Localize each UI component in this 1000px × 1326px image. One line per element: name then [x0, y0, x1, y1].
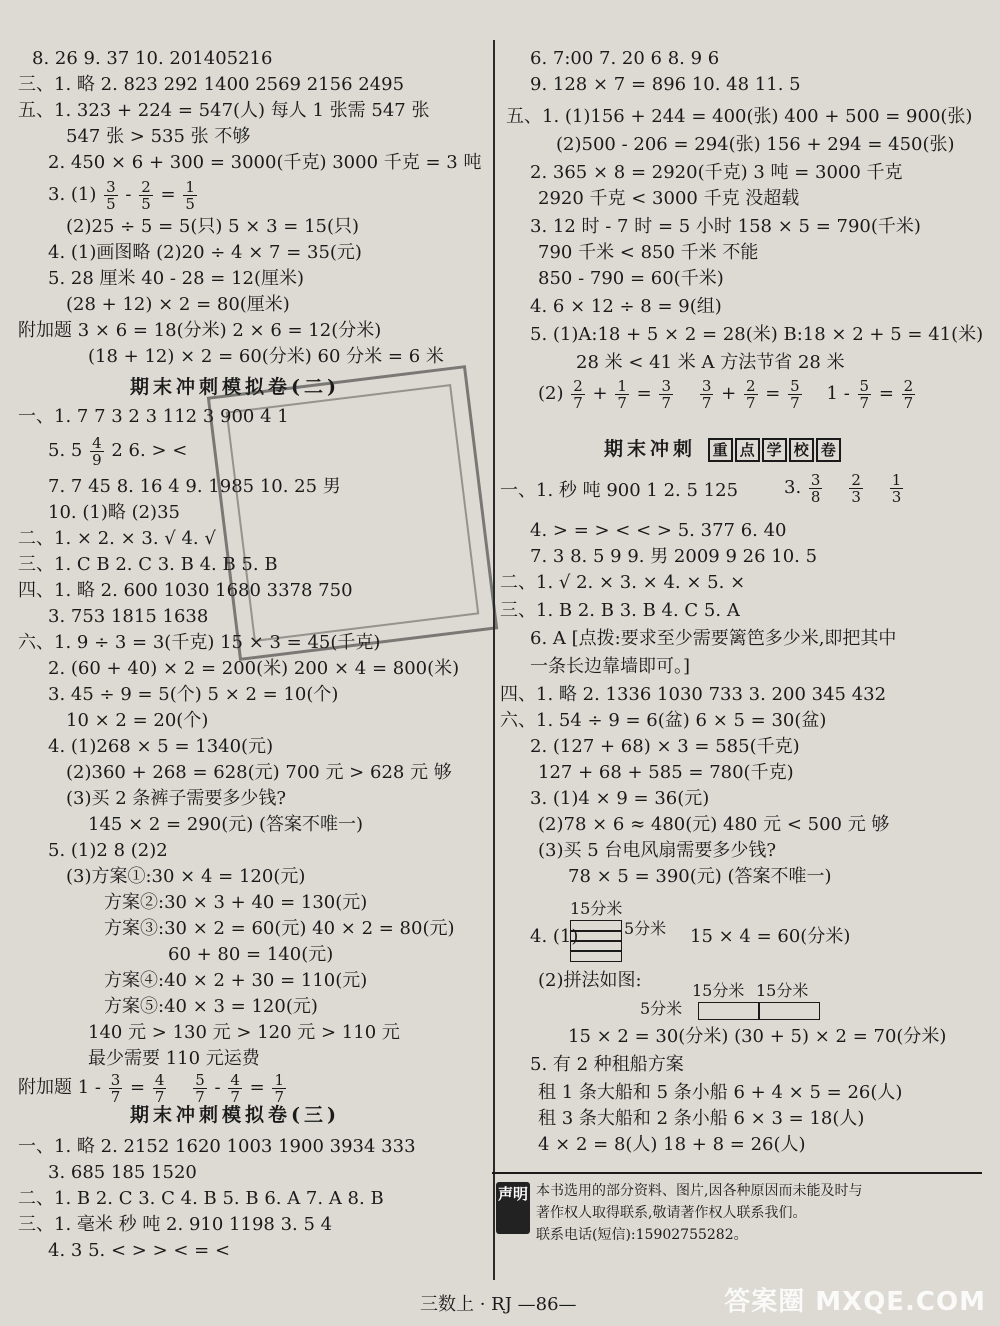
answer-line: 140 元 > 130 元 > 120 元 > 110 元	[88, 1022, 400, 1043]
stamp-overlay	[207, 365, 498, 661]
dim-label-top: 15分米	[756, 981, 809, 1000]
denominator: 7	[154, 1087, 165, 1106]
numerator: 2	[746, 376, 756, 395]
answer-line: 3. 12 时 - 7 时 = 5 小时 158 × 5 = 790(千米)	[530, 216, 921, 237]
declaration-line: 联系电话(短信):15902755282。	[536, 1227, 748, 1243]
answer-line: (2)25 ÷ 5 = 5(只) 5 × 3 = 15(只)	[66, 216, 360, 237]
answer-line: 5. (1)2 8 (2)2	[48, 840, 168, 861]
fraction	[615, 378, 629, 411]
fraction	[183, 179, 197, 212]
answer-line: 3. 685 185 1520	[48, 1162, 197, 1183]
answer-line: 15 × 2 = 30(分米) (30 + 5) × 2 = 70(分米)	[568, 1026, 947, 1047]
fraction	[571, 378, 585, 411]
line-rest: 2 6. > <	[111, 440, 188, 461]
answer-line: 790 千米 < 850 千米 不能	[538, 242, 759, 263]
title-tag: 校	[789, 438, 814, 462]
numerator: 3	[810, 470, 821, 489]
fraction	[700, 378, 714, 411]
answer-line: 2. (127 + 68) × 3 = 585(千克)	[530, 736, 800, 757]
answer-line: (2)拼法如图:	[538, 970, 642, 991]
answer-line: 10. (1)略 (2)35	[48, 502, 180, 523]
answer-line: 租 3 条大船和 2 条小船 6 × 3 = 18(人)	[538, 1108, 865, 1129]
operator: =	[878, 383, 894, 404]
denominator: 7	[661, 393, 671, 412]
answer-line: (2)500 - 206 = 294(张) 156 + 294 = 450(张)	[556, 134, 955, 155]
answer-line: 三、1. 略 2. 823 292 1400 2569 2156 2495	[18, 74, 405, 95]
answer-line: (3)买 2 条裤子需要多少钱?	[66, 788, 287, 809]
answer-line: 5. (1)A:18 + 5 × 2 = 28(米) B:18 × 2 + 5 = 41(米)	[530, 324, 984, 345]
fraction	[659, 378, 673, 411]
numerator: 5	[790, 376, 800, 395]
answer-line: 五、1. (1)156 + 244 = 400(张) 400 + 500 = 900(张)	[506, 106, 973, 127]
answer-line: 4 × 2 = 8(人) 18 + 8 = 26(人)	[538, 1134, 806, 1155]
answer-line: 9. 128 × 7 = 896 10. 48 11. 5	[530, 74, 801, 95]
answer-line: 一、1. 秒 吨 900 1 2. 5 125	[500, 480, 739, 501]
fraction	[788, 378, 802, 411]
declaration-line: 著作权人取得联系,敬请著作权人联系我们。	[536, 1205, 807, 1221]
answer-line: 78 × 5 = 390(元) (答案不唯一)	[568, 866, 832, 887]
declaration-box	[492, 1172, 982, 1244]
section-title-exam2: 期末冲刺模拟卷(二)	[130, 376, 340, 398]
section-title-exam3: 期末冲刺模拟卷(三)	[130, 1104, 340, 1126]
title-prefix: 期末冲刺	[604, 438, 697, 460]
denominator: 5	[141, 194, 151, 213]
answer-line-fraction	[538, 374, 917, 414]
denominator: 7	[573, 393, 583, 412]
answer-line: (3)买 5 台电风扇需要多少钱?	[538, 840, 777, 861]
answer-line: 2. (60 + 40) × 2 = 200(米) 200 × 4 = 800(米)	[48, 658, 460, 679]
denominator: 7	[746, 393, 756, 412]
fraction	[109, 1072, 123, 1105]
answer-line: 2. 365 × 8 = 2920(千克) 3 吨 = 3000 千克	[530, 162, 903, 183]
operator: -	[125, 184, 132, 205]
answer-line: 一条长边靠墙即可。]	[530, 656, 691, 677]
answer-line: 8. 26 9. 37 10. 201405216	[32, 48, 273, 69]
answer-line: 15 × 4 = 60(分米)	[690, 926, 851, 947]
rect-stack-4	[570, 950, 622, 962]
operator: -	[214, 1077, 221, 1098]
dim-label-side: 5分米	[624, 919, 667, 938]
answer-line-fraction	[784, 468, 905, 508]
fraction	[90, 435, 104, 468]
site-watermark: 答案圈 MXQE.COM	[724, 1287, 986, 1317]
denominator: 5	[106, 194, 116, 213]
answer-line: 方案③:30 × 2 = 60(元) 40 × 2 = 80(元)	[104, 918, 455, 939]
title-tag: 学	[762, 438, 787, 462]
rect-side-2	[758, 1002, 820, 1020]
denominator: 3	[851, 487, 861, 506]
numerator: 3	[661, 376, 671, 395]
operator: +	[721, 383, 737, 404]
section-title-key-school	[604, 434, 842, 462]
fraction	[902, 378, 916, 411]
denominator: 7	[230, 1087, 240, 1106]
numerator: 3	[110, 1070, 121, 1089]
numerator: 5	[195, 1070, 205, 1089]
denominator: 3	[891, 487, 902, 506]
numerator: 1	[891, 470, 902, 489]
answer-line: 5. 有 2 种租船方案	[530, 1054, 684, 1075]
numerator: 4	[230, 1070, 240, 1089]
answer-line: (3)方案①:30 × 4 = 120(元)	[66, 866, 306, 887]
numerator: 1	[274, 1070, 285, 1089]
denominator: 7	[110, 1087, 121, 1106]
numerator: 3	[701, 376, 712, 395]
operator: =	[636, 383, 652, 404]
answer-line: 三、1. 毫米 秒 吨 2. 910 1198 3. 5 4	[18, 1214, 333, 1235]
answer-line: 4. > = > < < > 5. 377 6. 40	[530, 520, 787, 541]
line-prefix: (2)	[538, 383, 564, 404]
denominator: 7	[617, 393, 627, 412]
fraction	[809, 472, 823, 505]
answer-line: 850 - 790 = 60(千米)	[538, 268, 724, 289]
denominator: 7	[859, 393, 870, 412]
answer-line: 方案⑤:40 × 3 = 120(元)	[104, 996, 318, 1017]
answer-line: (28 + 12) × 2 = 80(厘米)	[66, 294, 290, 315]
numerator: 3	[106, 177, 116, 196]
line-prefix: 附加题 1 -	[18, 1077, 101, 1098]
answer-line: 2. 450 × 6 + 300 = 3000(千克) 3000 千克 = 3 吨	[48, 152, 482, 173]
answer-line: 三、1. B 2. B 3. B 4. C 5. A	[500, 600, 740, 621]
answer-line: 租 1 条大船和 5 条小船 6 + 4 × 5 = 26(人)	[538, 1082, 903, 1103]
answer-line-fraction	[48, 432, 187, 470]
denominator: 7	[903, 393, 914, 412]
operator: =	[130, 1077, 146, 1098]
answer-line: 4. 6 × 12 ÷ 8 = 9(组)	[530, 296, 722, 317]
answer-line: 2920 千克 < 3000 千克 没超载	[538, 188, 800, 209]
fraction	[890, 472, 904, 505]
title-tag: 重	[708, 438, 733, 462]
denominator: 7	[701, 393, 712, 412]
stamp-inner-border	[226, 384, 480, 642]
operator: =	[249, 1077, 265, 1098]
numerator: 1	[185, 177, 195, 196]
fraction	[744, 378, 758, 411]
numerator: 4	[154, 1070, 165, 1089]
answer-line: 四、1. 略 2. 600 1030 1680 3378 750	[18, 580, 353, 601]
answer-line: 4. (1)画图略 (2)20 ÷ 4 × 7 = 35(元)	[48, 242, 362, 263]
fraction	[858, 378, 872, 411]
answer-line: 二、1. × 2. × 3. √ 4. √	[18, 528, 216, 549]
answer-line: 最少需要 110 元运费	[88, 1048, 260, 1069]
dim-label-top: 15分米	[570, 899, 623, 918]
answer-line: 3. (1)4 × 9 = 36(元)	[530, 788, 710, 809]
answer-line: 一、1. 7 7 3 2 3 112 3 900 4 1	[18, 406, 289, 427]
answer-line: 3. 45 ÷ 9 = 5(个) 5 × 2 = 10(个)	[48, 684, 339, 705]
answer-line: (2)78 × 6 ≈ 480(元) 480 元 < 500 元 够	[538, 814, 890, 835]
line-prefix: 3. (1)	[48, 184, 97, 205]
answer-line: 127 + 68 + 585 = 780(千克)	[538, 762, 794, 783]
denominator: 8	[810, 487, 821, 506]
answer-line: 方案②:30 × 3 + 40 = 130(元)	[104, 892, 368, 913]
answer-line: 附加题 3 × 6 = 18(分米) 2 × 6 = 12(分米)	[18, 320, 382, 341]
answer-line: 方案④:40 × 2 + 30 = 110(元)	[104, 970, 368, 991]
line-prefix: 5. 5	[48, 440, 83, 461]
numerator: 2	[573, 376, 583, 395]
numerator: 2	[851, 470, 861, 489]
denominator: 7	[195, 1087, 205, 1106]
denominator: 9	[92, 450, 102, 469]
answer-line: 60 + 80 = 140(元)	[168, 944, 334, 965]
numerator: 1	[617, 376, 627, 395]
answer-line: 二、1. √ 2. × 3. × 4. × 5. ×	[500, 572, 746, 593]
answer-line: 二、1. B 2. C 3. C 4. B 5. B 6. A 7. A 8. B	[18, 1188, 384, 1209]
answer-line: 六、1. 54 ÷ 9 = 6(盆) 6 × 5 = 30(盆)	[500, 710, 827, 731]
answer-line-fraction	[48, 178, 199, 212]
denominator: 5	[185, 194, 195, 213]
rectangle-diagram-2	[640, 980, 820, 1024]
answer-line: 3. 753 1815 1638	[48, 606, 209, 627]
rect-side-1	[698, 1002, 760, 1020]
answer-line: 6. A [点拨:要求至少需要篱笆多少米,即把其中	[530, 628, 897, 649]
declaration-badge: 声明	[496, 1182, 530, 1234]
page-footer: 三数上 · RJ —86—	[420, 1294, 577, 1315]
answer-line: (2)360 + 268 = 628(元) 700 元 > 628 元 够	[66, 762, 452, 783]
dim-label-side: 5分米	[640, 999, 683, 1018]
answer-line: 五、1. 323 + 224 = 547(人) 每人 1 张需 547 张	[18, 100, 430, 121]
answer-line: 10 × 2 = 20(个)	[66, 710, 209, 731]
fraction	[139, 179, 153, 212]
answer-line: 547 张 > 535 张 不够	[66, 126, 251, 147]
answer-line: 三、1. C B 2. C 3. B 4. B 5. B	[18, 554, 278, 575]
operator: =	[160, 184, 176, 205]
numerator: 2	[903, 376, 914, 395]
numerator: 2	[141, 177, 151, 196]
answer-line: 6. 7:00 7. 20 6 8. 9 6	[530, 48, 720, 69]
answer-line: 一、1. 略 2. 2152 1620 1003 1900 3934 333	[18, 1136, 416, 1157]
rectangle-diagram-1	[570, 896, 680, 966]
title-tag: 点	[735, 438, 760, 462]
answer-line: 六、1. 9 ÷ 3 = 3(千克) 15 × 3 = 45(千克)	[18, 632, 381, 653]
answer-line: 4. (1)268 × 5 = 1340(元)	[48, 736, 274, 757]
column-divider	[493, 40, 495, 1280]
diagram-question-label: 4. (1)	[530, 926, 579, 947]
denominator: 7	[790, 393, 800, 412]
operator: +	[592, 383, 608, 404]
denominator: 7	[274, 1087, 285, 1106]
answer-line: 7. 7 45 8. 16 4 9. 1985 10. 25 男	[48, 476, 341, 497]
dim-label-top: 15分米	[692, 981, 745, 1000]
numerator: 5	[859, 376, 870, 395]
declaration-line: 本书选用的部分资料、图片,因各种原因而未能及时与	[536, 1183, 863, 1199]
title-tag: 卷	[816, 438, 841, 462]
answer-line: 7. 3 8. 5 9 9. 男 2009 9 26 10. 5	[530, 546, 818, 567]
answer-line: 4. 3 5. < > > < = <	[48, 1240, 231, 1261]
fraction	[104, 179, 118, 212]
answer-line: 28 米 < 41 米 A 方法节省 28 米	[576, 352, 845, 373]
numerator: 4	[92, 433, 102, 452]
answer-line: 145 × 2 = 290(元) (答案不唯一)	[88, 814, 364, 835]
answer-line: 四、1. 略 2. 1336 1030 733 3. 200 345 432	[500, 684, 887, 705]
fraction	[849, 472, 863, 505]
line-prefix: 3.	[784, 477, 802, 498]
answer-line: (18 + 12) × 2 = 60(分米) 60 分米 = 6 米	[88, 346, 444, 367]
operator: =	[765, 383, 781, 404]
answer-line: 5. 28 厘米 40 - 28 = 12(厘米)	[48, 268, 305, 289]
operator: 1 -	[826, 383, 850, 404]
